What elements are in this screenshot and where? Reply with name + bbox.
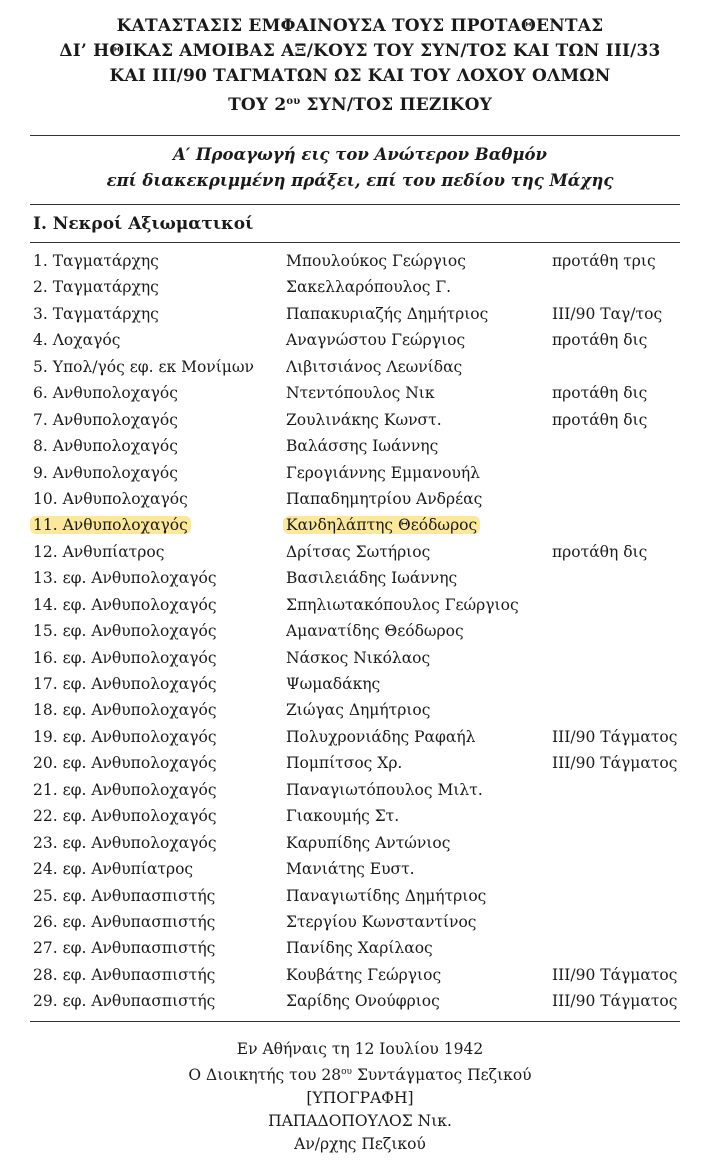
rank-cell: 15. εφ. Ανθυπολοχαγός — [33, 622, 217, 641]
name-cell: Σακελλαρόπουλος Γ. — [286, 278, 452, 297]
rank-cell: 21. εφ. Ανθυπολοχαγός — [33, 780, 217, 799]
rank-cell: 13. εφ. Ανθυπολοχαγός — [33, 569, 217, 588]
rank-cell: 6. Ανθυπολοχαγός — [33, 384, 178, 403]
officer-row — [33, 594, 683, 620]
name-cell: Παναγιωτίδης Δημήτριος — [286, 886, 487, 905]
officer-row — [33, 567, 683, 593]
name-cell: Γιακουμής Στ. — [286, 807, 400, 826]
commander-line — [0, 1061, 720, 1087]
name-cell: Αναγνώστου Γεώργιος — [286, 331, 466, 350]
signature-block — [0, 1038, 720, 1156]
officer-row — [33, 911, 683, 937]
name-cell: Γερογιάννης Εμμανουήλ — [286, 463, 480, 482]
officer-row — [33, 937, 683, 963]
name-cell: Στεργίου Κωνσταντίνος — [286, 912, 477, 931]
divider — [30, 242, 680, 243]
note-cell: προτάθη δις — [552, 542, 648, 561]
note-cell: ΙΙΙ/90 Τάγματος — [552, 992, 678, 1011]
note-cell: προτάθη δις — [552, 384, 648, 403]
name-cell: Παπακυριαζής Δημήτριος — [286, 304, 489, 323]
signer-name: ΠΑΠΑΔΟΠΟΥΛΟΣ Νικ. — [268, 1112, 452, 1130]
rank-cell: 23. εφ. Ανθυπολοχαγός — [33, 833, 217, 852]
officer-row — [33, 356, 683, 382]
officer-row — [33, 752, 683, 778]
name-cell: Μπουλούκος Γεώργιος — [286, 252, 466, 270]
divider — [30, 135, 680, 136]
officer-row — [33, 647, 683, 673]
officer-row — [33, 964, 683, 990]
officer-row — [33, 250, 683, 276]
officer-row — [33, 541, 683, 567]
rank-cell: 10. Ανθυπολοχαγός — [33, 489, 188, 508]
rank-cell: 5. Υπολ/γός εφ. εκ Μονίμων — [33, 357, 254, 376]
name-cell: Ζιώγας Δημήτριος — [286, 701, 431, 720]
name-cell: Ζουλινάκης Κωνστ. — [286, 410, 442, 429]
officer-row — [33, 329, 683, 355]
officer-list — [33, 250, 683, 1017]
rank-cell: 2. Ταγματάρχης — [33, 278, 159, 297]
name-cell: Πανίδης Χαρίλαος — [286, 939, 433, 958]
officer-row — [33, 779, 683, 805]
officer-row — [33, 488, 683, 514]
officer-row — [33, 990, 683, 1016]
subtitle-line: Α′ Προαγωγή εις τον Ανώτερον Βαθμόν — [173, 145, 547, 164]
signature-placeholder: [ΥΠΟΓΡΑΦΗ] — [306, 1089, 414, 1107]
note-cell: ΙΙΙ/90 Τάγματος — [552, 727, 678, 746]
name-cell: Παναγιωτόπουλος Μιλτ. — [286, 780, 483, 799]
name-cell: Σπηλιωτακόπουλος Γεώργιος — [286, 595, 519, 614]
section-subtitle — [0, 142, 720, 194]
section-heading: Ι. Νεκροί Αξιωματικοί — [33, 214, 254, 234]
rank-cell: 11. Ανθυπολοχαγός — [30, 516, 191, 534]
rank-cell: 4. Λοχαγός — [33, 331, 121, 350]
officer-row — [33, 276, 683, 302]
divider — [30, 1021, 680, 1022]
rank-cell: 27. εφ. Ανθυπασπιστής — [33, 939, 216, 958]
note-cell: προτάθη τρις — [552, 252, 656, 270]
rank-cell: 12. Ανθυπίατρος — [33, 542, 165, 561]
officer-row — [33, 303, 683, 329]
officer-row — [33, 409, 683, 435]
name-cell: Πολυχρονιάδης Ραφαήλ — [286, 727, 476, 746]
officer-row — [33, 699, 683, 725]
note-cell: προτάθη δις — [552, 331, 648, 350]
title-line: ΔΙ’ ΗΘΙΚΑΣ ΑΜΟΙΒΑΣ ΑΞ/ΚΟΥΣ ΤΟΥ ΣΥΝ/ΤΟΣ ΚΑΙ ΤΩΝ ΙΙΙ/33 — [59, 41, 661, 61]
name-cell: Νάσκος Νικόλαος — [286, 648, 431, 667]
name-cell: Αμανατίδης Θεόδωρος — [286, 622, 464, 641]
title-superscript: ου — [286, 96, 301, 107]
name-cell: Κανδηλάπτης Θεόδωρος — [283, 516, 480, 534]
note-cell: ΙΙΙ/90 Τάγματος — [552, 965, 678, 984]
title-line: ΚΑΤΑΣΤΑΣΙΣ ΕΜΦΑΙΝΟΥΣΑ ΤΟΥΣ ΠΡΟΤΑΘΕΝΤΑΣ — [116, 16, 604, 36]
rank-cell: 3. Ταγματάρχης — [33, 304, 159, 323]
officer-row — [33, 858, 683, 884]
commander-superscript: ου — [341, 1067, 353, 1077]
name-cell: Δρίτσας Σωτήριος — [286, 542, 431, 561]
officer-row — [33, 673, 683, 699]
note-cell: ΙΙΙ/90 Ταγ/τος — [552, 304, 663, 323]
rank-cell: 8. Ανθυπολοχαγός — [33, 437, 178, 456]
name-cell: Βαλάσσης Ιωάννης — [286, 437, 439, 456]
name-cell: Κουβάτης Γεώργιος — [286, 965, 442, 984]
title-line: ΚΑΙ ΙΙΙ/90 ΤΑΓΜΑΤΩΝ ΩΣ ΚΑΙ ΤΟΥ ΛΟΧΟΥ ΟΛΜΩΝ — [109, 66, 611, 86]
rank-cell: 17. εφ. Ανθυπολοχαγός — [33, 675, 217, 693]
rank-cell: 19. εφ. Ανθυπολοχαγός — [33, 727, 217, 746]
note-cell: προτάθη δις — [552, 410, 648, 429]
rank-cell: 18. εφ. Ανθυπολοχαγός — [33, 701, 217, 720]
officer-row — [33, 620, 683, 646]
officer-row — [33, 805, 683, 831]
name-cell: Βασιλειάδης Ιωάννης — [286, 569, 458, 588]
rank-cell: 29. εφ. Ανθυπασπιστής — [33, 992, 216, 1011]
officer-row — [33, 435, 683, 461]
commander-text: Συντάγματος Πεζικού — [352, 1066, 532, 1084]
name-cell: Σαρίδης Ονούφριος — [286, 992, 440, 1011]
rank-cell: 7. Ανθυπολοχαγός — [33, 410, 178, 429]
officer-row — [33, 462, 683, 488]
document-title — [0, 14, 720, 118]
officer-row — [33, 382, 683, 408]
name-cell: Μανιάτης Ευστ. — [286, 860, 415, 879]
rank-cell: 16. εφ. Ανθυπολοχαγός — [33, 648, 217, 667]
name-cell: Καρυπίδης Αντώνιος — [286, 833, 451, 852]
commander-text: Ο Διοικητής του 28 — [188, 1066, 342, 1084]
subtitle-line: επί διακεκριμμένη πράξει, επί του πεδίου της Μάχης — [106, 171, 614, 190]
officer-row — [33, 726, 683, 752]
rank-cell: 9. Ανθυπολοχαγός — [33, 463, 178, 482]
rank-cell: 22. εφ. Ανθυπολοχαγός — [33, 807, 217, 826]
signer-rank: Αν/ρχης Πεζικού — [294, 1135, 426, 1153]
name-cell: Λιβιτσιάνος Λεωνίδας — [286, 357, 463, 376]
rank-cell: 26. εφ. Ανθυπασπιστής — [33, 912, 216, 931]
date-line: Εν Αθήναις τη 12 Ιουλίου 1942 — [236, 1040, 484, 1058]
rank-cell: 20. εφ. Ανθυπολοχαγός — [33, 754, 217, 773]
name-cell: Ψωμαδάκης — [286, 675, 381, 693]
officer-row — [33, 885, 683, 911]
note-cell: ΙΙΙ/90 Τάγματος — [552, 754, 678, 773]
officer-row — [33, 832, 683, 858]
name-cell: Ντεντόπουλος Νικ — [286, 384, 435, 403]
rank-cell: 24. εφ. Ανθυπίατρος — [33, 860, 194, 879]
rank-cell: 1. Ταγματάρχης — [33, 252, 159, 270]
divider — [30, 204, 680, 205]
title-text: ΤΟΥ 2 — [228, 95, 287, 115]
name-cell: Πομπίτσος Χρ. — [286, 754, 403, 773]
title-text: ΣΥΝ/ΤΟΣ ΠΕΖΙΚΟΥ — [300, 95, 492, 115]
name-cell: Παπαδημητρίου Ανδρέας — [286, 489, 483, 508]
rank-cell: 28. εφ. Ανθυπασπιστής — [33, 965, 216, 984]
rank-cell: 25. εφ. Ανθυπασπιστής — [33, 886, 216, 905]
officer-row — [33, 514, 683, 540]
title-line — [0, 89, 720, 118]
rank-cell: 14. εφ. Ανθυπολοχαγός — [33, 595, 217, 614]
